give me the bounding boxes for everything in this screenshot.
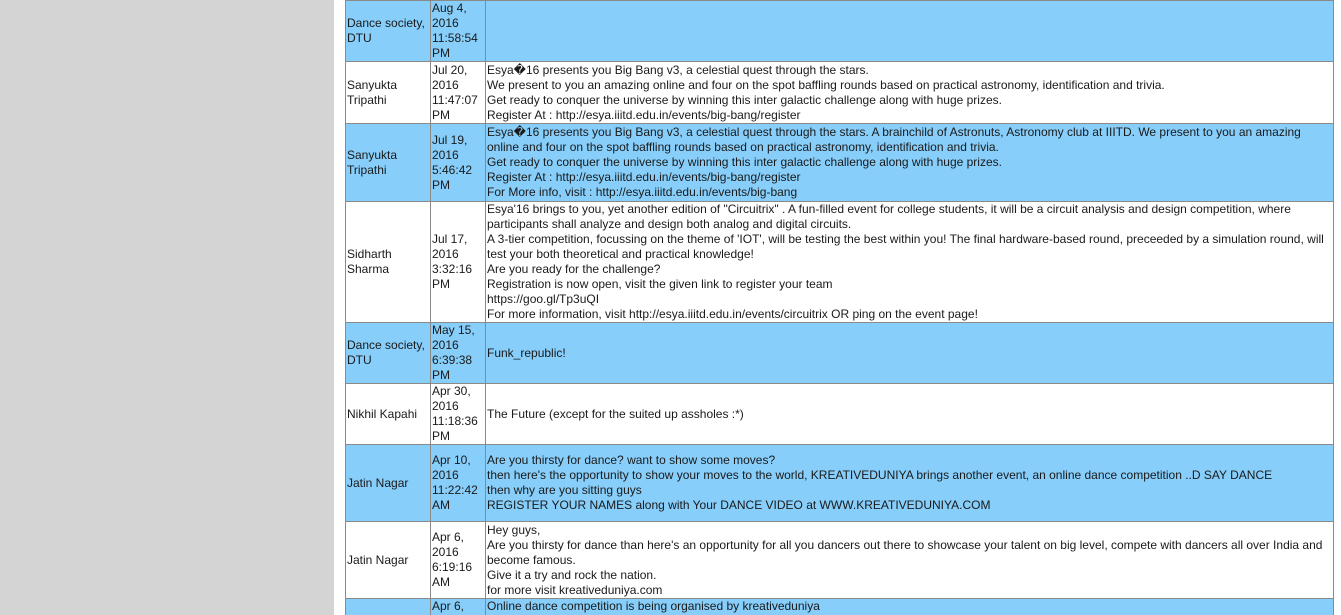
post-message-line: For more information, visit http://esya.iiitd.edu.in/events/circuitrix OR ping on the event page! — [487, 307, 978, 321]
posts-panel — [334, 0, 1341, 615]
post-row — [346, 202, 1334, 323]
post-message-line: For More info, visit : http://esya.iiitd.edu.in/events/big-bang — [487, 185, 798, 199]
post-message — [486, 599, 1334, 615]
post-message-line: REGISTER YOUR NAMES along with Your DANCE VIDEO at WWW.KREATIVEDUNIYA.COM — [487, 498, 991, 512]
post-message-line: Esya�16 presents you Big Bang v3, a celestial quest through the stars. — [487, 62, 869, 77]
post-date: Jul 17, 2016 3:32:16 PM — [431, 202, 486, 323]
post-row — [346, 522, 1334, 599]
post-message-line: for more visit kreativeduniya.com — [487, 582, 663, 597]
post-message-line: Esya'16 brings to you, yet another edition of "Circuitrix" . A fun-filled event for college students, it will be a circuit analysis and design competition, where participants shall analyze and design both analog and digital circuits. — [487, 202, 1291, 231]
post-author: Sanyukta Tripathi — [346, 124, 431, 202]
post-row — [346, 124, 1334, 202]
post-row — [346, 384, 1334, 445]
post-message — [486, 445, 1334, 522]
post-message-line: Register At : http://esya.iiitd.edu.in/events/big-bang/register — [487, 107, 801, 122]
post-row — [346, 599, 1334, 615]
post-date: Aug 4, 2016 11:58:54 PM — [431, 1, 486, 62]
post-row — [346, 1, 1334, 62]
post-author: Dance society, DTU — [346, 323, 431, 384]
post-date: May 15, 2016 6:39:38 PM — [431, 323, 486, 384]
post-row — [346, 323, 1334, 384]
post-row — [346, 445, 1334, 522]
post-message — [486, 384, 1334, 445]
post-date: Jul 19, 2016 5:46:42 PM — [431, 124, 486, 202]
post-message-line: https://goo.gl/Tp3uQI — [487, 292, 600, 306]
post-date: Jul 20, 2016 11:47:07 PM — [431, 62, 486, 124]
post-author: Dance society, DTU — [346, 1, 431, 62]
post-date: Apr 6, — [431, 599, 486, 615]
post-message-line: Get ready to conquer the universe by winning this inter galactic challenge along with huge prizes. — [487, 155, 1002, 169]
post-message-line: We present to you an amazing online and four on the spot baffling rounds based on practical astronomy, identification and trivia. — [487, 77, 1165, 92]
left-gutter — [0, 0, 334, 615]
post-message-line: Registration is now open, visit the given link to register your team — [487, 277, 833, 291]
post-message — [486, 202, 1334, 323]
post-message-line: Are you thirsty for dance? want to show some moves? — [487, 453, 776, 467]
posts-table-body — [346, 1, 1334, 615]
post-author: Sanyukta Tripathi — [346, 62, 431, 124]
post-message-line: Online dance competition is being organised by kreativeduniya — [487, 599, 820, 613]
post-message-line: Funk_republic! — [487, 345, 566, 360]
post-author: Jatin Nagar — [346, 522, 431, 599]
post-author: Sidharth Sharma — [346, 202, 431, 323]
post-message — [486, 323, 1334, 384]
post-message-line: then here's the opportunity to show your moves to the world, KREATIVEDUNIYA brings another event, an online dance competition ..D SAY DANCE — [487, 468, 1273, 482]
post-date: Apr 30, 2016 11:18:36 PM — [431, 384, 486, 445]
post-message-line: Are you thirsty for dance than here's an opportunity for all you dancers out there to showcase your talent on big level, compete with dancers all over India and become famous. — [487, 537, 1323, 567]
post-message — [486, 124, 1334, 202]
post-message-line: Hey guys, — [487, 522, 541, 537]
post-message-line: The Future (except for the suited up assholes :*) — [487, 406, 744, 421]
post-author: Jatin Nagar — [346, 445, 431, 522]
post-message-line: Esya�16 presents you Big Bang v3, a celestial quest through the stars. A brainchild of Astronuts, Astronomy club at IIITD. We present to you an amazing online and four on the spot baffling rounds based on practical astronomy, identification and trivia. — [487, 125, 1301, 154]
post-message — [486, 1, 1334, 62]
post-message — [486, 62, 1334, 124]
post-message-line: Are you ready for the challenge? — [487, 262, 661, 276]
post-message — [486, 522, 1334, 599]
post-message-line: A 3-tier competition, focussing on the theme of 'IOT', will be testing the best within you! The final hardware-based round, preceeded by a simulation round, will test your both theoretical and practical knowledge! — [487, 232, 1324, 261]
post-date: Apr 6, 2016 6:19:16 AM — [431, 522, 486, 599]
posts-table — [345, 0, 1334, 615]
post-date: Apr 10, 2016 11:22:42 AM — [431, 445, 486, 522]
post-author — [346, 599, 431, 615]
post-row — [346, 62, 1334, 124]
post-author: Nikhil Kapahi — [346, 384, 431, 445]
post-message-line: then why are you sitting guys — [487, 483, 642, 497]
post-message-line: Register At : http://esya.iiitd.edu.in/events/big-bang/register — [487, 170, 801, 184]
post-message-line: Get ready to conquer the universe by winning this inter galactic challenge along with huge prizes. — [487, 92, 1002, 107]
post-message-line: Give it a try and rock the nation. — [487, 567, 657, 582]
